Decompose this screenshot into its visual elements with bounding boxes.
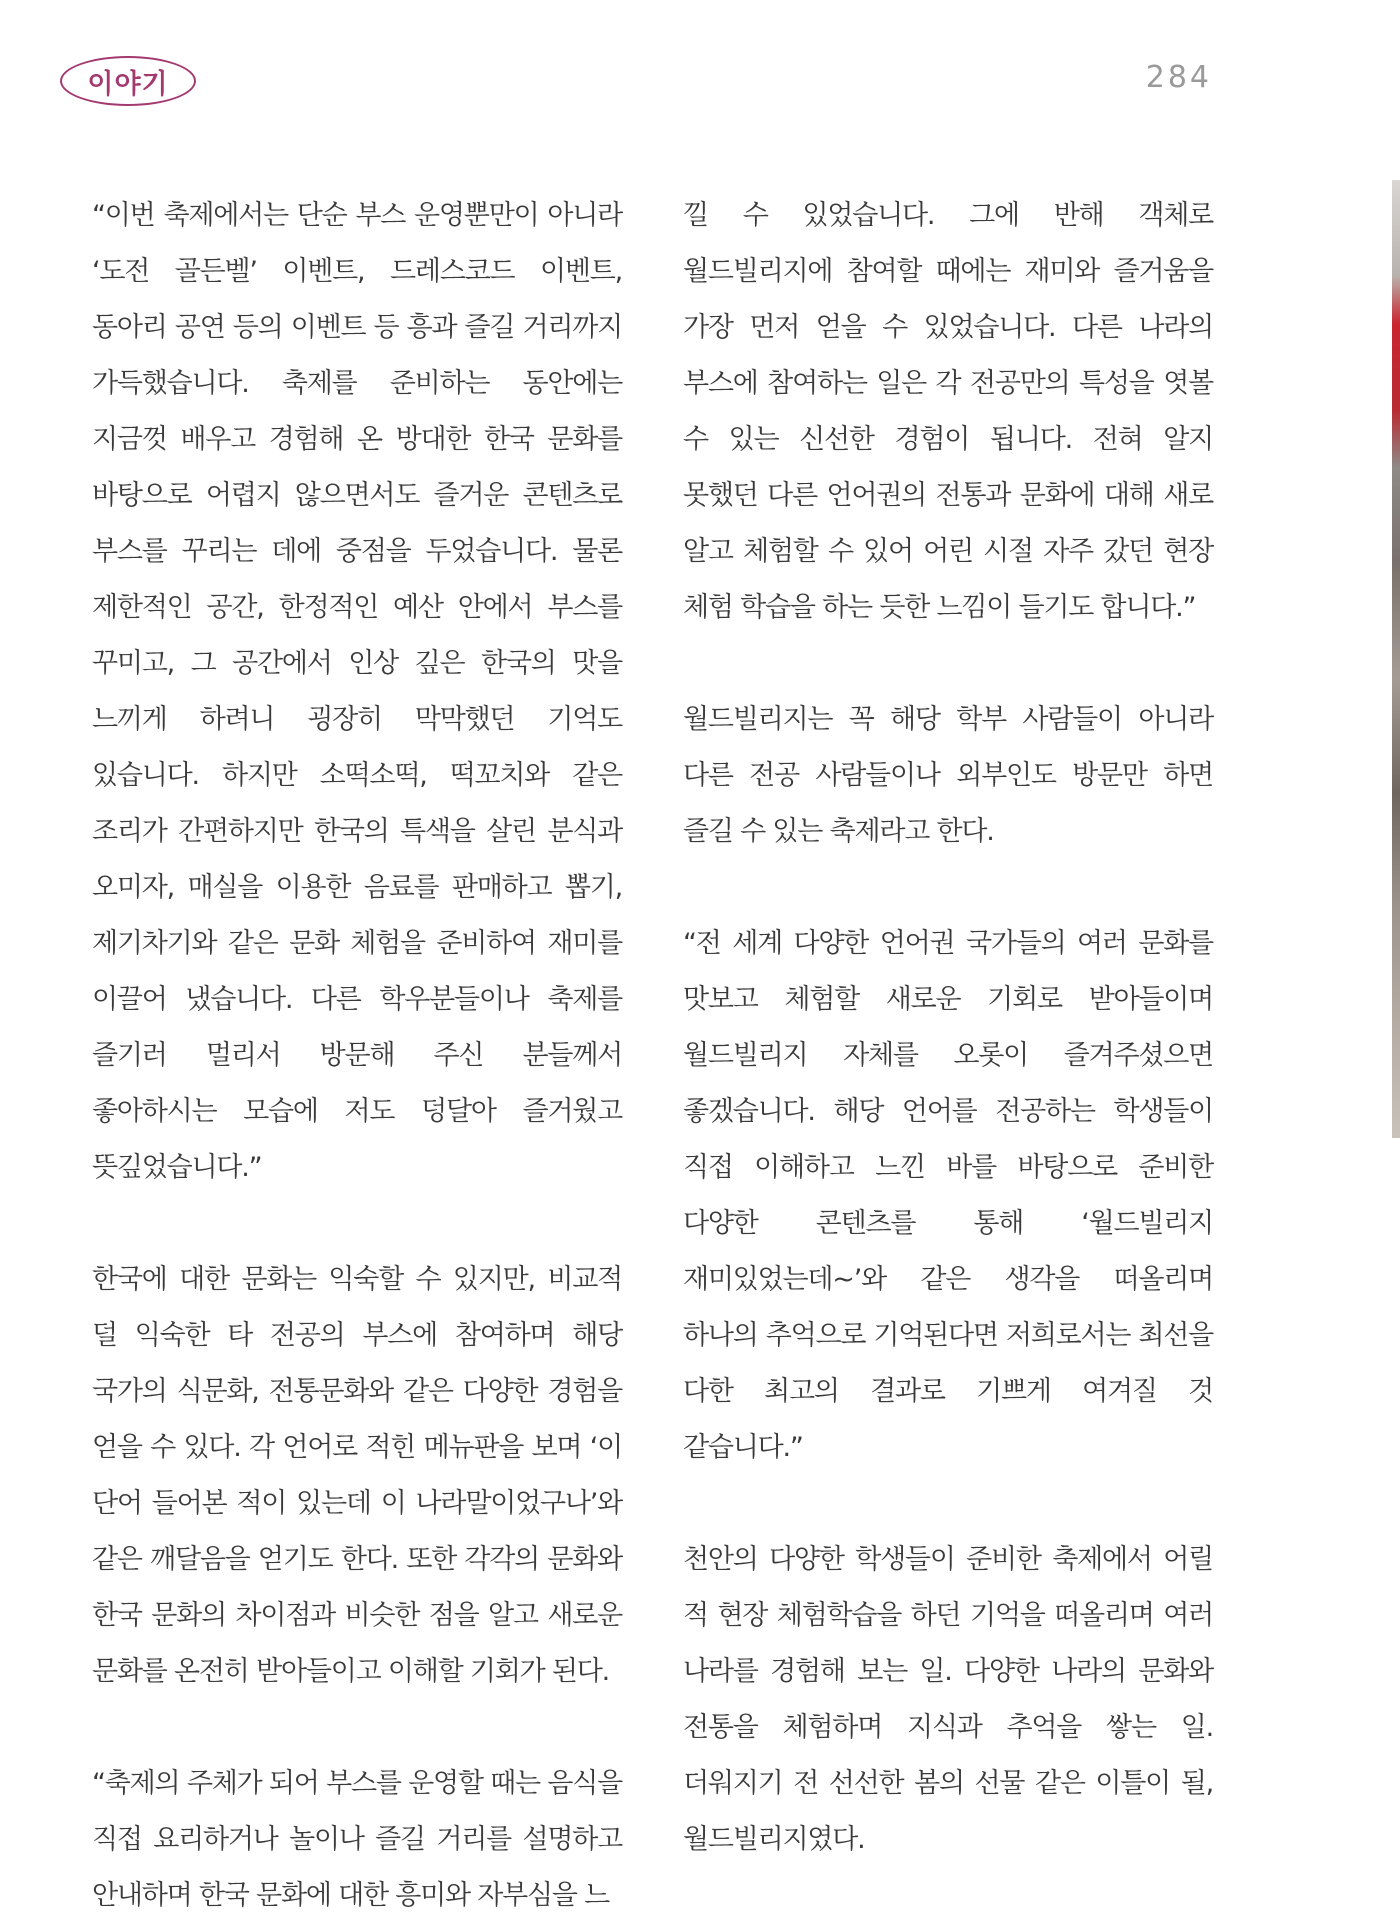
cropped-photo-edge — [1392, 180, 1400, 1138]
paragraph: 낄 수 있었습니다. 그에 반해 객체로 월드빌리지에 참여할 때에는 재미와 즐거움을 가장 먼저 얻을 수 있었습니다. 다른 나라의 부스에 참여하는 일은 각 전공만의 특성을 엿볼 수 있는 신선한 경험이 됩니다. 전혀 알지 못했던 다른 언어권의 전통과 문화에 대해 새로 알고 체험할 수 있어 어린 시절 자주 갔던 현장 체험 학습을 하는 듯한 느낌이 들기도 합니다.” — [683, 200, 1213, 623]
paragraph: 천안의 다양한 학생들이 준비한 축제에서 어릴 적 현장 체험학습을 하던 기억을 떠올리며 여러 나라를 경험해 보는 일. 다양한 나라의 문화와 전통을 체험하며 지식과 추억을 쌓는 일. 더워지기 전 선선한 봄의 선물 같은 이틀이 될, 월드빌리지였다. — [683, 1544, 1213, 1855]
page-number: 284 — [1145, 60, 1212, 95]
paragraph: “전 세계 다양한 언어권 국가들의 여러 문화를 맛보고 체험할 새로운 기회로 받아들이며 월드빌리지 자체를 오롯이 즐겨주셨으면 좋겠습니다. 해당 언어를 전공하는 학생들이 직접 이해하고 느낀 바를 바탕으로 준비한 다양한 콘텐츠를 통해 ‘월드빌리지 재미있었는데~’와 같은 생각을 떠올리며 하나의 추억으로 기억된다면 저희로서는 최선을 다한 최고의 결과로 기쁘게 여겨질 것 같습니다.” — [683, 928, 1213, 1463]
section-badge — [60, 56, 196, 106]
section-label: 이야기 — [87, 68, 169, 100]
paragraph: 한국에 대한 문화는 익숙할 수 있지만, 비교적 덜 익숙한 타 전공의 부스에 참여하며 해당 국가의 식문화, 전통문화와 같은 다양한 경험을 얻을 수 있다. 각 언어로 적힌 메뉴판을 보며 ‘이 단어 들어본 적이 있는데 이 나라말이었구나’와 같은 깨달음을 얻기도 한다. 또한 각각의 문화와 한국 문화의 차이점과 비슷한 점을 알고 새로운 문화를 온전히 받아들이고 이해할 기회가 된다. — [92, 1264, 622, 1687]
paragraph: “축제의 주체가 되어 부스를 운영할 때는 음식을 직접 요리하거나 놀이나 즐길 거리를 설명하고 안내하며 한국 문화에 대한 흥미와 자부심을 느 — [92, 1768, 622, 1911]
paragraph: “이번 축제에서는 단순 부스 운영뿐만이 아니라 ‘도전 골든벨’ 이벤트, 드레스코드 이벤트, 동아리 공연 등의 이벤트 등 흥과 즐길 거리까지 가득했습니다. 축제를 준비하는 동안에는 지금껏 배우고 경험해 온 방대한 한국 문화를 바탕으로 어렵지 않으면서도 즐거운 콘텐츠로 부스를 꾸리는 데에 중점을 두었습니다. 물론 제한적인 공간, 한정적인 예산 안에서 부스를 꾸미고, 그 공간에서 인상 깊은 한국의 맛을 느끼게 하려니 굉장히 막막했던 기억도 있습니다. 하지만 소떡소떡, 떡꼬치와 같은 조리가 간편하지만 한국의 특색을 살린 분식과 오미자, 매실을 이용한 음료를 판매하고 뽑기, 제기차기와 같은 문화 체험을 준비하여 재미를 이끌어 냈습니다. 다른 학우분들이나 축제를 즐기러 멀리서 방문해 주신 분들께서 좋아하시는 모습에 저도 덩달아 즐거웠고 뜻깊었습니다.” — [92, 200, 622, 1183]
left-column — [92, 188, 622, 1924]
right-column — [683, 188, 1213, 1868]
paragraph: 월드빌리지는 꼭 해당 학부 사람들이 아니라 다른 전공 사람들이나 외부인도 방문만 하면 즐길 수 있는 축제라고 한다. — [683, 704, 1213, 847]
